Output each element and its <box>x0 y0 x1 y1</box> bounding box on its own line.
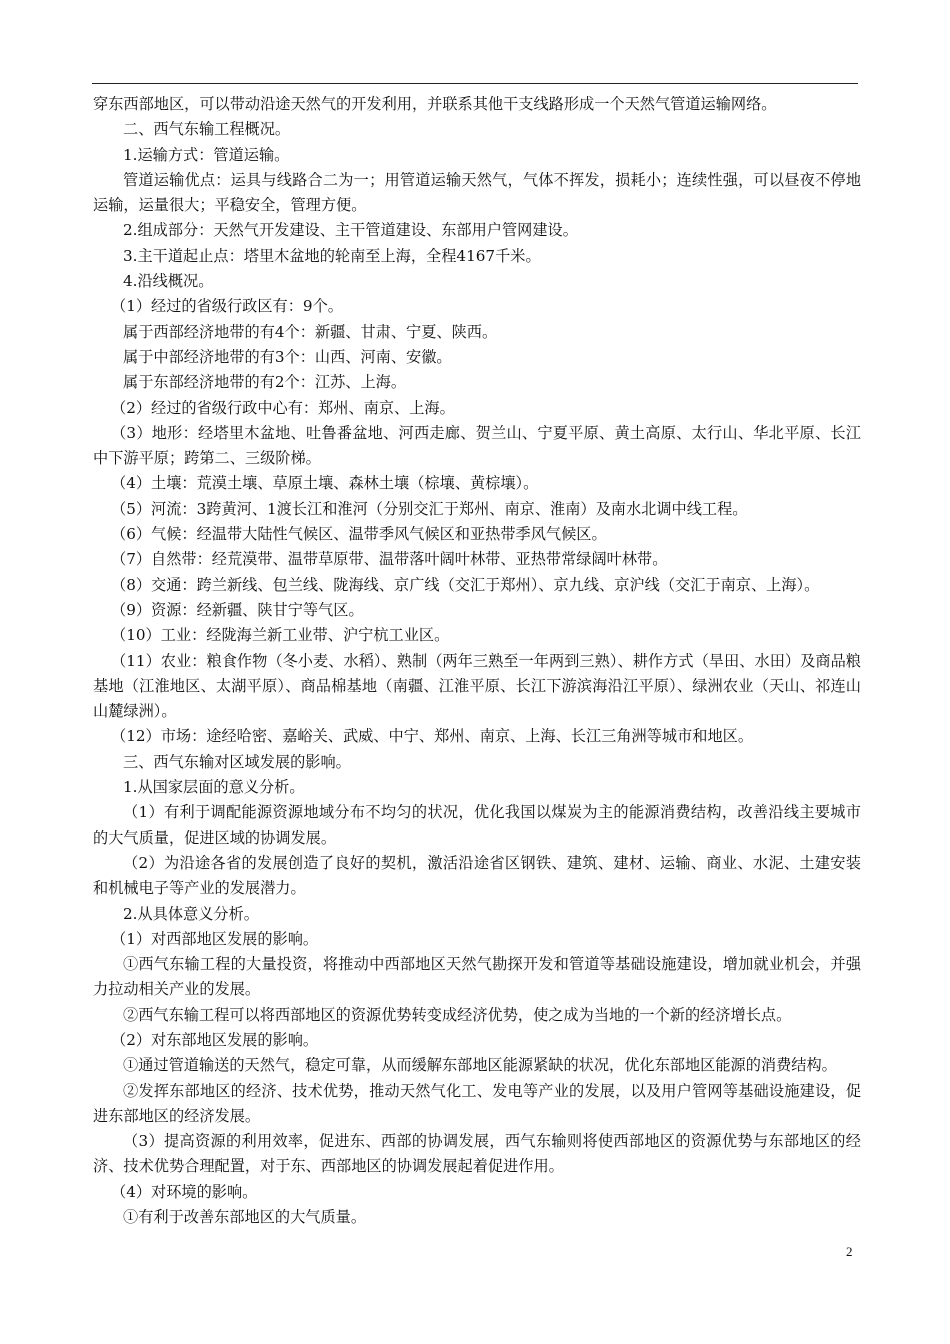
paragraph: ②西气东输工程可以将西部地区的资源优势转变成经济优势，使之成为当地的一个新的经济增长点。 <box>123 1005 792 1024</box>
paragraph: 二、西气东输工程概况。 <box>123 120 291 139</box>
paragraph: 2.组成部分：天然气开发建设、主干管道建设、东部用户管网建设。 <box>123 221 578 240</box>
paragraph: 3.主干道起止点：塔里木盆地的轮南至上海，全程4167千米。 <box>123 246 541 265</box>
paragraph: 管道运输优点：运具与线路合二为一；用管道运输天然气，气体不挥发，损耗小；连续性强，可以昼夜不停地运输，运量很大；平稳安全，管理方便。 <box>93 170 861 215</box>
paragraph: （3）地形：经塔里木盆地、吐鲁番盆地、河西走廊、贺兰山、宁夏平原、黄土高原、太行山、华北平原、长江中下游平原；跨第二、三级阶梯。 <box>93 423 861 468</box>
paragraph: ①通过管道输送的天然气，稳定可靠，从而缓解东部地区能源紧缺的状况，优化东部地区能源的消费结构。 <box>123 1056 837 1075</box>
paragraph: （9）资源：经新疆、陕甘宁等气区。 <box>111 600 364 619</box>
paragraph: （3）提高资源的利用效率，促进东、西部的协调发展，西气东输则将使西部地区的资源优势与东部地区的经济、技术优势合理配置，对于东、西部地区的协调发展起着促进作用。 <box>93 1132 861 1176</box>
paragraph: （10）工业：经陇海兰新工业带、沪宁杭工业区。 <box>111 626 450 645</box>
document-body <box>93 92 861 1230</box>
paragraph: ①西气东输工程的大量投资，将推动中西部地区天然气勘探开发和管道等基础设施建设，增加就业机会，并强力拉动相关产业的发展。 <box>93 955 861 999</box>
paragraph: 属于东部经济地带的有2个：江苏、上海。 <box>123 373 407 392</box>
paragraph: 穿东西部地区，可以带动沿途天然气的开发利用，并联系其他干支线路形成一个天然气管道运输网络。 <box>93 95 777 113</box>
paragraph: （12）市场：途经哈密、嘉峪关、武威、中宁、郑州、南京、上海、长江三角洲等城市和地区。 <box>111 727 754 746</box>
paragraph: （1）经过的省级行政区有：9个。 <box>111 297 343 316</box>
paragraph: 属于西部经济地带的有4个：新疆、甘肃、宁夏、陕西。 <box>123 322 498 341</box>
paragraph: ①有利于改善东部地区的大气质量。 <box>123 1208 366 1227</box>
paragraph: 1.运输方式：管道运输。 <box>123 145 290 164</box>
header-rule <box>92 83 858 84</box>
paragraph: 4.沿线概况。 <box>123 272 214 291</box>
paragraph: 三、西气东输对区域发展的影响。 <box>123 752 351 771</box>
paragraph: 2.从具体意义分析。 <box>123 904 259 923</box>
paragraph: （2）对东部地区发展的影响。 <box>111 1030 319 1049</box>
paragraph: 1.从国家层面的意义分析。 <box>123 778 305 797</box>
paragraph: （6）气候：经温带大陆性气候区、温带季风气候区和亚热带季风气候区。 <box>111 525 607 544</box>
paragraph: （8）交通：跨兰新线、包兰线、陇海线、京广线（交汇于郑州）、京九线、京沪线（交汇于南京、上海）。 <box>111 575 820 594</box>
paragraph: 属于中部经济地带的有3个：山西、河南、安徽。 <box>123 347 452 366</box>
paragraph: （4）对环境的影响。 <box>111 1182 258 1201</box>
paragraph: （1）有利于调配能源资源地域分布不均匀的状况，优化我国以煤炭为主的能源消费结构，改善沿线主要城市的大气质量，促进区域的协调发展。 <box>93 803 861 847</box>
paragraph: （2）经过的省级行政中心有：郑州、南京、上海。 <box>111 398 455 417</box>
page-number: 2 <box>846 1244 853 1259</box>
paragraph: （5）河流：3跨黄河、1渡长江和淮河（分别交汇于郑州、南京、淮南）及南水北调中线工程。 <box>111 499 748 518</box>
paragraph: （4）土壤：荒漠土壤、草原土壤、森林土壤（棕壤、黄棕壤）。 <box>111 474 539 493</box>
paragraph: ②发挥东部地区的经济、技术优势，推动天然气化工、发电等产业的发展，以及用户管网等基础设施建设，促进东部地区的经济发展。 <box>93 1081 861 1125</box>
paragraph: （2）为沿途各省的发展创造了良好的契机，激活沿途省区钢铁、建筑、建材、运输、商业、水泥、土建安装和机械电子等产业的发展潜力。 <box>93 853 861 898</box>
paragraph: （11）农业：粮食作物（冬小麦、水稻）、熟制（两年三熟至一年两到三熟）、耕作方式（旱田、水田）及商品粮基地（江淮地区、太湖平原）、商品棉基地（南疆、江淮平原、长江下游滨海沿江平原）、绿洲农业（天山、祁连山山麓绿洲）。 <box>93 651 861 721</box>
paragraph: （1）对西部地区发展的影响。 <box>111 929 319 948</box>
paragraph: （7）自然带：经荒漠带、温带草原带、温带落叶阔叶林带、亚热带常绿阔叶林带。 <box>111 550 668 569</box>
